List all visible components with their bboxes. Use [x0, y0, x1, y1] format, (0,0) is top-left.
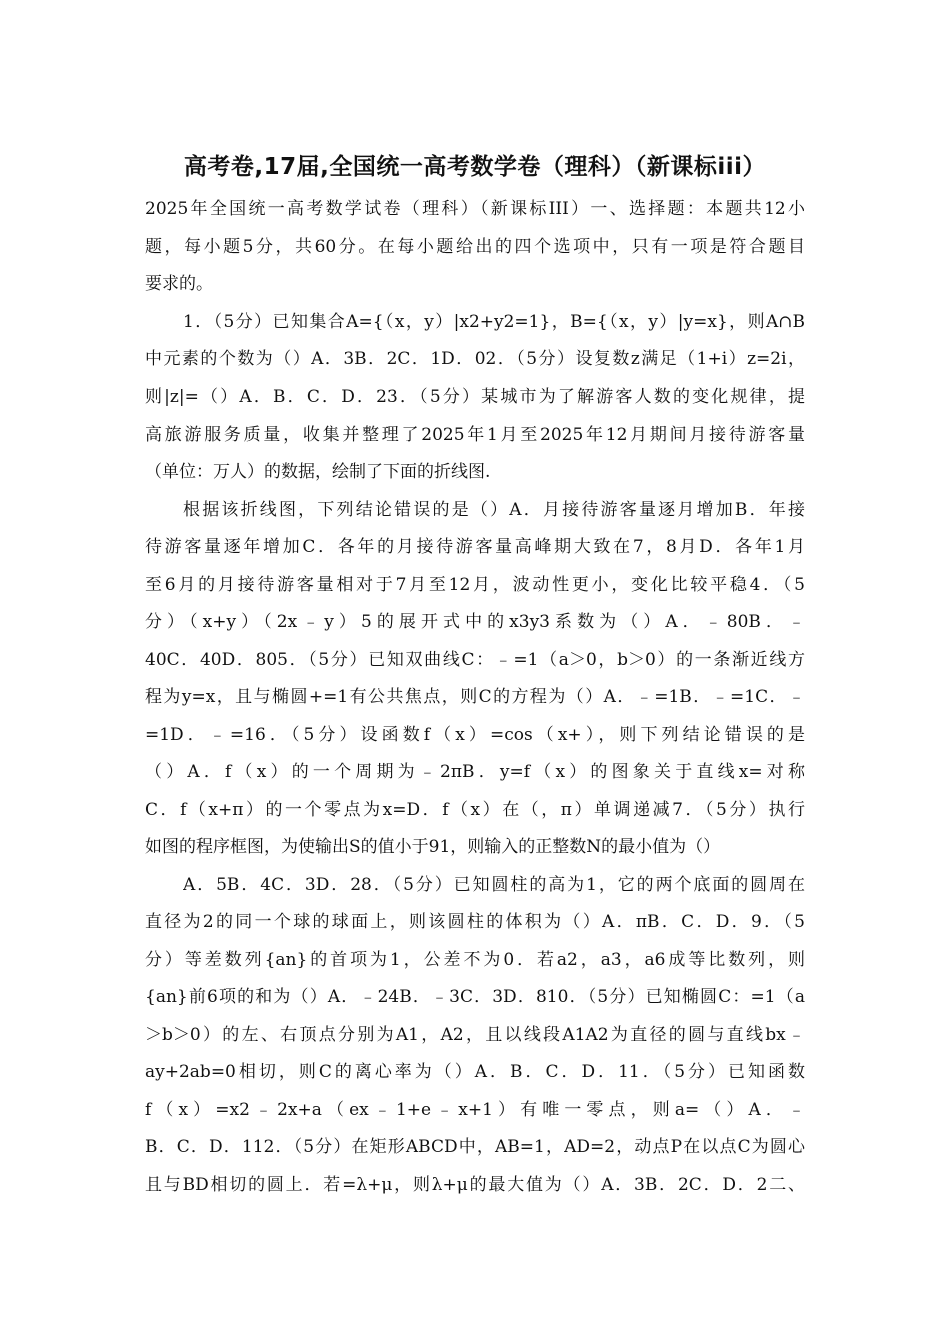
text-line: （）A．f（x）的一个周期为﹣2πB．y=f（x）的图象关于直线x=对称 — [145, 762, 805, 782]
document-title: 高考卷,17届,全国统一高考数学卷（理科）（新课标iii） — [183, 154, 767, 180]
text-line: 根据该折线图，下列结论错误的是（）A．月接待游客量逐月增加B．年接 — [183, 500, 805, 520]
text-line: 中元素的个数为（）A．3B．2C．1D．02．（5分）设复数z满足（1+i）z=2i， — [145, 349, 805, 369]
text-line: 分）等差数列{an}的首项为1，公差不为0．若a2，a3，a6成等比数列，则 — [145, 950, 805, 970]
text-line: A．5B．4C．3D．28．（5分）已知圆柱的高为1，它的两个底面的圆周在 — [183, 875, 805, 895]
text-line: =1D．﹣=16．（5分）设函数f（x）=cos（x+），则下列结论错误的是 — [145, 725, 805, 745]
text-line: 题，每小题5分，共60分。在每小题给出的四个选项中，只有一项是符合题目 — [145, 237, 805, 257]
text-line: 分）（x+y）（2x﹣y）5的展开式中的x3y3系数为（）A．﹣80B．﹣ — [145, 612, 805, 632]
text-line: ay+2ab=0相切，则C的离心率为（）A．B．C．D．11．（5分）已知函数 — [145, 1062, 805, 1082]
text-line: 则|z|=（）A．B．C．D．23．（5分）某城市为了解游客人数的变化规律，提 — [145, 387, 805, 407]
text-line: f（x）=x2﹣2x+a（ex﹣1+e﹣x+1）有唯一零点，则a=（）A．﹣ — [145, 1100, 805, 1120]
text-line: 如图的程序框图，为使输出S的值小于91，则输入的正整数N的最小值为（） — [145, 837, 721, 857]
text-line: （单位：万人）的数据，绘制了下面的折线图. — [145, 462, 491, 482]
text-line: B．C．D．112．（5分）在矩形ABCD中，AB=1，AD=2，动点P在以点C为圆心 — [145, 1137, 805, 1157]
text-line: 要求的。 — [145, 274, 213, 294]
text-line: C．f（x+π）的一个零点为x=D．f（x）在（，π）单调递减7．（5分）执行 — [145, 800, 805, 820]
text-line: 程为y=x，且与椭圆+=1有公共焦点，则C的方程为（）A．﹣=1B．﹣=1C．﹣ — [145, 687, 805, 707]
text-line: 高旅游服务质量，收集并整理了2025年1月至2025年12月期间月接待游客量 — [145, 425, 805, 445]
text-line: 且与BD相切的圆上．若=λ+μ，则λ+μ的最大值为（）A．3B．2C．D．2二、 — [145, 1175, 805, 1195]
text-line: 直径为2的同一个球的球面上，则该圆柱的体积为（）A．πB．C．D．9．（5 — [145, 912, 805, 932]
text-line: 待游客量逐年增加C．各年的月接待游客量高峰期大致在7，8月D．各年1月 — [145, 537, 805, 557]
text-line: 2025年全国统一高考数学试卷（理科）（新课标III）一、选择题：本题共12小 — [145, 199, 805, 219]
text-line: {an}前6项的和为（）A．﹣24B．﹣3C．3D．810．（5分）已知椭圆C：=1（a — [145, 987, 805, 1007]
text-line: 1．（5分）已知集合A={（x，y）|x2+y2=1}，B={（x，y）|y=x}，则A∩B — [183, 312, 805, 332]
text-line: 至6月的月接待游客量相对于7月至12月，波动性更小，变化比较平稳4．（5 — [145, 575, 805, 595]
text-line: ＞b＞0）的左、右顶点分别为A1，A2，且以线段A1A2为直径的圆与直线bx﹣ — [145, 1025, 805, 1045]
text-line: 40C．40D．805．（5分）已知双曲线C：﹣=1（a＞0，b＞0）的一条渐近线方 — [145, 650, 805, 670]
